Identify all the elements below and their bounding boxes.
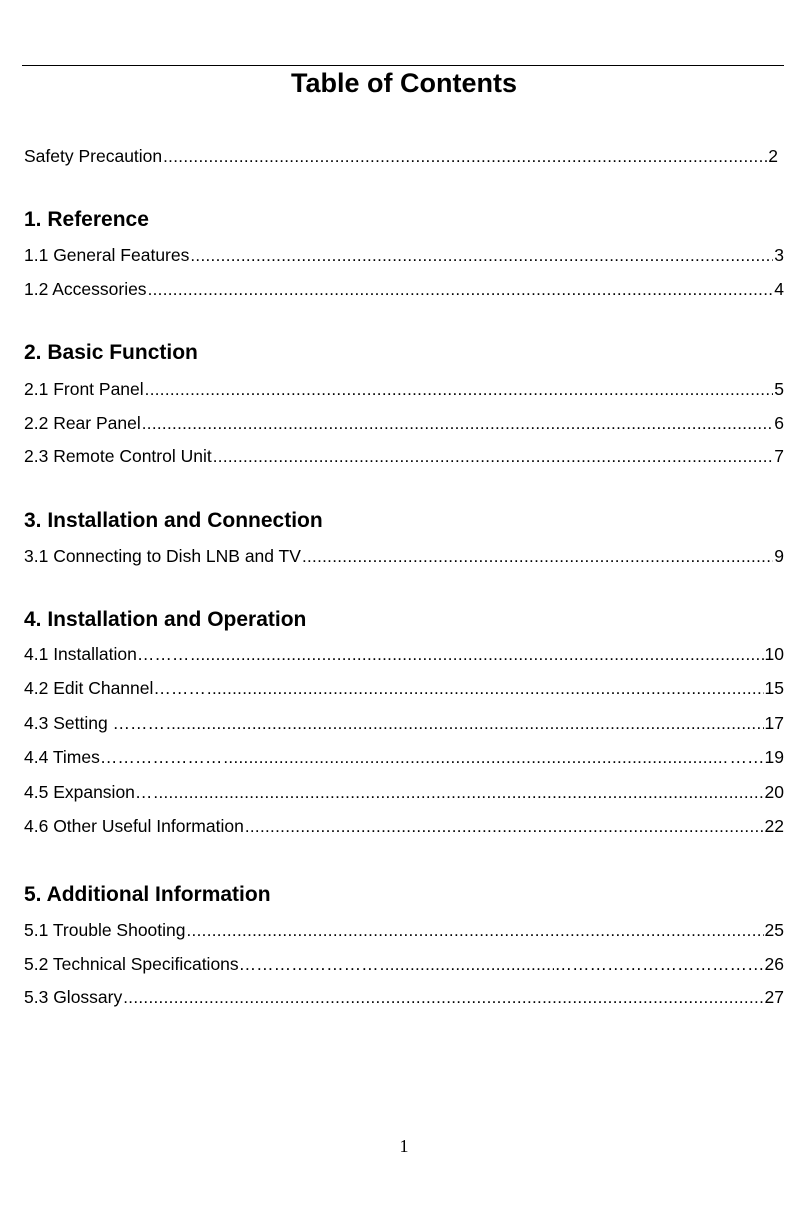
dot-leader [245, 815, 764, 838]
page-title: Table of Contents [291, 68, 517, 98]
toc-entry-page: 5 [774, 379, 784, 399]
dot-leader [153, 781, 763, 804]
top-rule [22, 65, 784, 66]
toc-entry-page: 7 [774, 446, 784, 466]
toc-entry-page: 9 [774, 546, 784, 566]
dot-leader [187, 919, 764, 942]
toc-entry-label: 3.1 Connecting to Dish LNB and TV [24, 546, 301, 566]
dot-leader [380, 953, 554, 976]
section-heading-3: 3. Installation and Connection [24, 509, 323, 532]
toc-entry-label: 2.1 Front Panel [24, 379, 144, 399]
section-heading-4: 4. Installation and Operation [24, 608, 307, 631]
dot-leader [145, 378, 774, 401]
dot-leader [148, 278, 774, 301]
dot-leader [302, 545, 773, 568]
dot-leader [123, 986, 763, 1009]
toc-entry-page: ………………………………26 [554, 954, 784, 974]
toc-entry-page: 15 [764, 678, 784, 698]
toc-entry-label: 4.4 Times………………… [24, 747, 223, 767]
toc-entry[interactable] [24, 919, 784, 941]
toc-entry-label: 4.2 Edit Channel……… [24, 678, 206, 698]
toc-entry-page: 17 [764, 713, 784, 733]
toc-entry-page: 27 [764, 987, 784, 1007]
toc-entry[interactable] [24, 986, 784, 1008]
dot-leader [223, 746, 728, 769]
toc-entry[interactable] [24, 677, 784, 699]
dot-leader [166, 712, 763, 735]
dot-leader [190, 244, 773, 267]
toc-entry[interactable] [24, 953, 784, 975]
toc-entry-label: Safety Precaution [24, 146, 163, 166]
toc-entry-label: 4.3 Setting ……… [24, 713, 166, 733]
toc-entry-page: 3 [774, 245, 784, 265]
toc-entry-label: 1.2 Accessories [24, 279, 147, 299]
toc-entry-label: 5.3 Glossary [24, 987, 123, 1007]
section-heading-2: 2. Basic Function [24, 341, 198, 364]
page-number: 1 [399, 1136, 409, 1156]
toc-entry-page: 6 [774, 413, 784, 433]
toc-entry-label: 4.1 Installation……… [24, 644, 190, 664]
dot-leader [207, 677, 764, 700]
section-heading-5: 5. Additional Information [24, 883, 271, 906]
toc-entry-page: 10 [764, 644, 784, 664]
dot-leader [163, 145, 767, 168]
dot-leader [142, 412, 774, 435]
section-heading-1: 1. Reference [24, 208, 149, 231]
toc-entry[interactable] [24, 643, 784, 665]
toc-entry[interactable] [24, 378, 784, 400]
toc-entry-label: 5.1 Trouble Shooting [24, 920, 186, 940]
toc-entry[interactable] [24, 445, 784, 467]
toc-entry[interactable] [24, 781, 784, 803]
toc-entry-page: 25 [764, 920, 784, 940]
toc-entry-page: 20 [764, 782, 784, 802]
toc-entry[interactable] [24, 746, 784, 768]
toc-entry-label: 2.3 Remote Control Unit [24, 446, 212, 466]
toc-entry-label: 4.6 Other Useful Information [24, 816, 244, 836]
dot-leader [190, 643, 763, 666]
toc-entry[interactable] [24, 278, 784, 300]
toc-entry[interactable] [24, 712, 784, 734]
toc-entry-label: 2.2 Rear Panel [24, 413, 141, 433]
toc-entry[interactable] [24, 412, 784, 434]
toc-entry[interactable] [24, 244, 784, 266]
toc-entry-label: 4.5 Expansion… [24, 782, 153, 802]
dot-leader [213, 445, 774, 468]
toc-entry-label: 1.1 General Features [24, 245, 190, 265]
toc-entry-safety[interactable] [24, 145, 778, 167]
toc-entry[interactable] [24, 545, 784, 567]
toc-entry[interactable] [24, 815, 784, 837]
toc-entry-page: 2 [768, 146, 778, 166]
toc-entry-page: 22 [764, 816, 784, 836]
toc-entry-label: 5.2 Technical Specifications…………………… [24, 954, 379, 974]
toc-entry-page: ……19 [729, 747, 784, 767]
toc-entry-page: 4 [774, 279, 784, 299]
